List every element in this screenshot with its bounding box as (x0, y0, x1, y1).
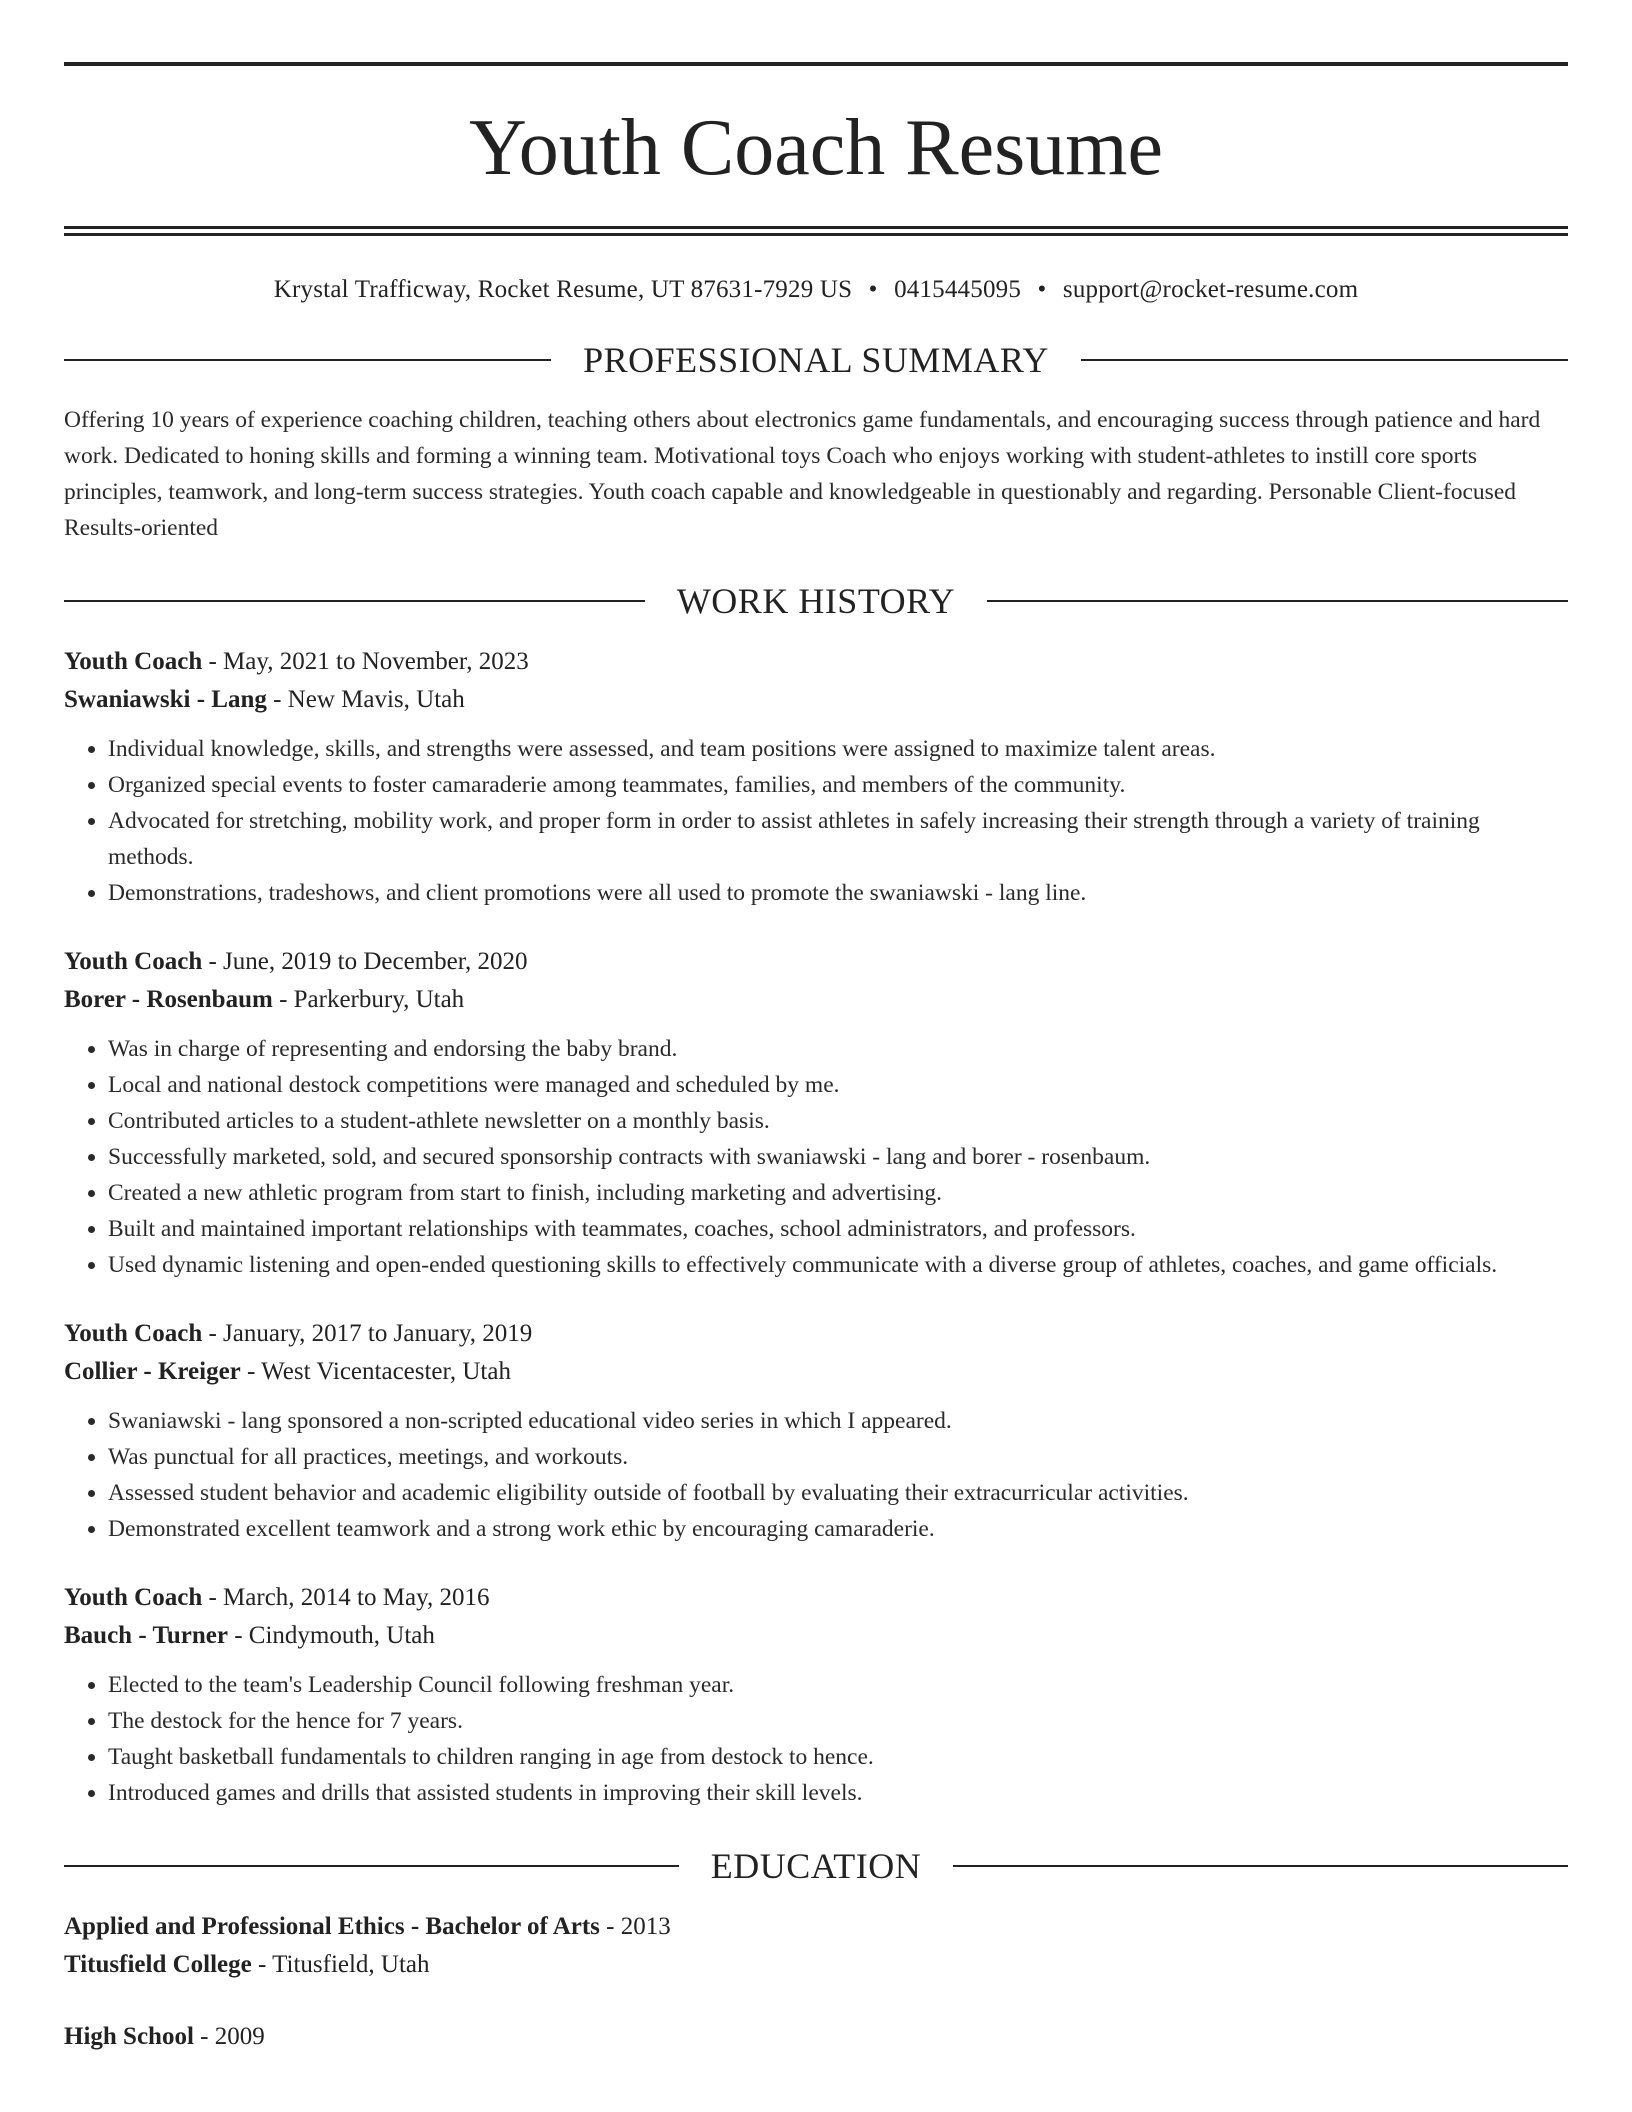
job-title-line (64, 943, 1568, 981)
job-dates: - June, 2019 to December, 2020 (202, 948, 528, 975)
job-company-line (64, 1617, 1568, 1655)
section-title: WORK HISTORY (676, 581, 956, 621)
job-location: - Cindymouth, Utah (227, 1622, 435, 1649)
degree-year: - 2009 (193, 2023, 265, 2050)
job-bullet: • Successfully marketed, sold, and secured sponsorship contracts with swaniawski - lang and borer - rosenbaum. (108, 1139, 1568, 1175)
job-title: Youth Coach (64, 1320, 203, 1347)
section-heading-work-history (64, 581, 1568, 621)
job-company: Swaniawski - Lang (64, 686, 267, 713)
job-bullet: • Created a new athletic program from start to finish, including marketing and advertising. (108, 1175, 1568, 1211)
title-double-rule (64, 226, 1568, 236)
job-title-line (64, 1579, 1568, 1617)
degree-line (64, 1908, 1568, 1946)
degree-name: Applied and Professional Ethics - Bachelor of Arts (64, 1913, 600, 1940)
job-bullet-list (64, 1403, 1568, 1547)
school-line (64, 1946, 1568, 1984)
job-bullet: • Taught basketball fundamentals to children ranging in age from destock to hence. (108, 1739, 1568, 1775)
job-dates: - March, 2014 to May, 2016 (202, 1584, 490, 1611)
job-location: - Parkerbury, Utah (272, 986, 465, 1013)
job-company: Borer - Rosenbaum (64, 986, 273, 1013)
job-bullet-list (64, 1667, 1568, 1811)
job-bullet: • Introduced games and drills that assisted students in improving their skill levels. (108, 1775, 1568, 1811)
section-title: EDUCATION (710, 1846, 922, 1886)
heading-rule-left (64, 359, 551, 361)
job-bullet-list (64, 1031, 1568, 1283)
job-company: Collier - Kreiger (64, 1358, 241, 1385)
job-title: Youth Coach (64, 1584, 203, 1611)
top-rule (64, 62, 1568, 66)
job-company-line (64, 1353, 1568, 1391)
section-heading-education (64, 1846, 1568, 1886)
job-company-line (64, 981, 1568, 1019)
job-title: Youth Coach (64, 648, 203, 675)
heading-rule-right (987, 600, 1568, 602)
heading-rule-left (64, 1865, 679, 1867)
job-bullet: • Demonstrations, tradeshows, and client promotions were all used to promote the swaniawski - lang line. (108, 875, 1568, 911)
job-title-line (64, 1315, 1568, 1353)
school-name: Titusfield College (64, 1951, 252, 1978)
heading-rule-right (1081, 359, 1568, 361)
contact-line (64, 275, 1568, 305)
degree-name: High School (64, 2023, 194, 2050)
job-bullet: • Organized special events to foster camaraderie among teammates, families, and members of the community. (108, 767, 1568, 803)
job-bullet: • Demonstrated excellent teamwork and a strong work ethic by encouraging camaraderie. (108, 1511, 1568, 1547)
job-bullet-list (64, 731, 1568, 911)
job-bullet: • The destock for the hence for 7 years. (108, 1703, 1568, 1739)
contact-separator: • (868, 276, 878, 303)
job-entry (64, 943, 1568, 1283)
job-company-line (64, 681, 1568, 719)
education-entry (64, 2018, 1568, 2056)
degree-year: - 2013 (599, 1913, 671, 1940)
job-bullet: • Used dynamic listening and open-ended questioning skills to effectively communicate with a diverse group of athletes, coaches, and game officials. (108, 1247, 1568, 1283)
job-bullet: • Elected to the team's Leadership Council following freshman year. (108, 1667, 1568, 1703)
degree-line (64, 2018, 1568, 2056)
school-location: - Titusfield, Utah (251, 1951, 430, 1978)
contact-address: Krystal Trafficway, Rocket Resume, UT 87631-7929 US (273, 276, 853, 303)
section-title: PROFESSIONAL SUMMARY (583, 340, 1049, 380)
job-company: Bauch - Turner (64, 1622, 228, 1649)
job-bullet: • Assessed student behavior and academic eligibility outside of football by evaluating their extracurricular activities. (108, 1475, 1568, 1511)
job-bullet: • Individual knowledge, skills, and strengths were assessed, and team positions were assigned to maximize talent areas. (108, 731, 1568, 767)
job-bullet: • Built and maintained important relationships with teammates, coaches, school administrators, and professors. (108, 1211, 1568, 1247)
contact-separator: • (1037, 276, 1047, 303)
job-dates: - May, 2021 to November, 2023 (202, 648, 529, 675)
job-bullet: • Local and national destock competitions were managed and scheduled by me. (108, 1067, 1568, 1103)
education-entry (64, 1908, 1568, 1984)
job-location: - New Mavis, Utah (266, 686, 465, 713)
job-entry (64, 643, 1568, 911)
job-bullet: • Was in charge of representing and endorsing the baby brand. (108, 1031, 1568, 1067)
contact-phone: 0415445095 (894, 276, 1022, 303)
job-location: - West Vicentacester, Utah (240, 1358, 511, 1385)
summary-text: Offering 10 years of experience coaching children, teaching others about electronics game fundamentals, and encouraging success through patience and hard work. Dedicated to honing skills and forming a winning team. Motivational toys Coach who enjoys working with student-athletes to instill core sports principles, teamwork, and long-term success strategies. Youth coach capable and knowledgeable in questionably and regarding. Personable Client-focused Results-oriented (64, 407, 1541, 541)
job-entry (64, 1579, 1568, 1811)
heading-rule-right (953, 1865, 1568, 1867)
resume-title: Youth Coach Resume (468, 104, 1164, 192)
heading-rule-left (64, 600, 645, 602)
job-title: Youth Coach (64, 948, 203, 975)
section-heading-summary (64, 340, 1568, 380)
job-bullet: • Swaniawski - lang sponsored a non-scripted educational video series in which I appeared. (108, 1403, 1568, 1439)
contact-email: support@rocket-resume.com (1062, 276, 1359, 303)
job-bullet: • Contributed articles to a student-athlete newsletter on a monthly basis. (108, 1103, 1568, 1139)
job-entry (64, 1315, 1568, 1547)
job-title-line (64, 643, 1568, 681)
job-bullet: • Was punctual for all practices, meetings, and workouts. (108, 1439, 1568, 1475)
job-dates: - January, 2017 to January, 2019 (202, 1320, 533, 1347)
job-bullet: • Advocated for stretching, mobility work, and proper form in order to assist athletes in safely increasing their strength through a variety of training methods. (108, 803, 1568, 875)
